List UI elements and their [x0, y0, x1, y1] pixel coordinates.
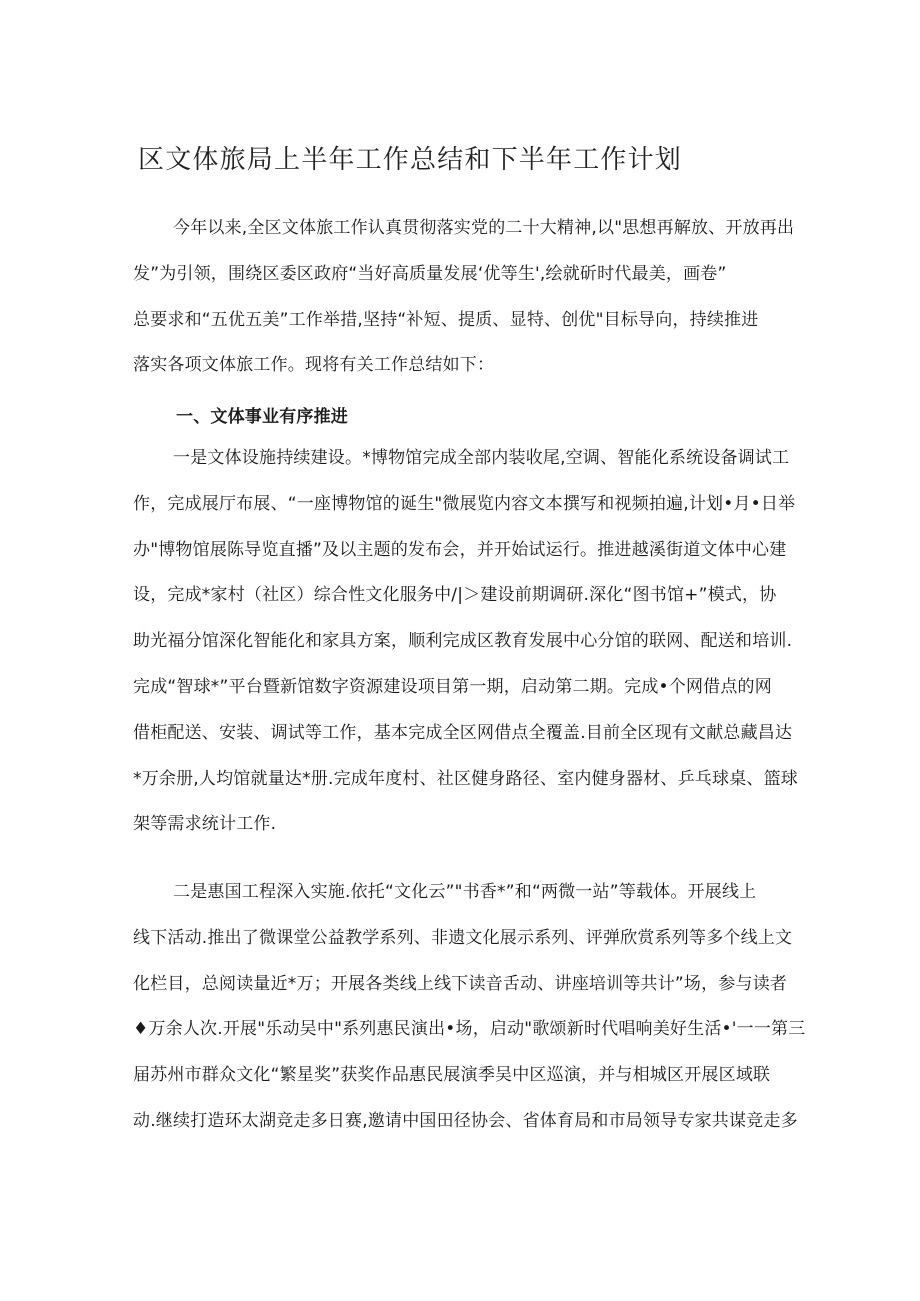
text-line: *万余册,人均馆就量达*册.完成年度村、社区健身路径、室内健身器材、乒乓球桌、篮球 — [133, 768, 799, 789]
text-line: 作，完成展厅布展、“一座博物馆的诞生"微展览内容文本撰写和视频拍遍,计划•月•日举 — [133, 493, 796, 514]
text-line: 二是惠国工程深入实施.依托“文化云”"书香*”和“两微一站”等载体。开展线上 — [173, 882, 757, 902]
text-line: 发”为引领，围绕区委区政府“当好高质量发展‘优等生',绘就斫时代最美，画卷” — [133, 263, 727, 284]
document-title: 区文体旅局上半年工作总结和下半年工作计划 — [138, 145, 683, 175]
text-line: 总要求和“五优五美”工作举措,坚持“补短、提质、显特、创优"目标导向，持续推进 — [133, 309, 759, 330]
text-line: 完成“智球*”平台暨新馆数字资源建设项目第一期，启动第二期。完成•个网借点的网 — [133, 676, 772, 697]
facilities-paragraph — [133, 436, 798, 848]
text-line: 届苏州市群众文化“繁星奖”获奖作品惠民展演季吴中区巡演，并与相城区开展区域联 — [133, 1065, 771, 1086]
text-line: 线下活动.推出了微课堂公益教学系列、非遗文化展示系列、评弹欣赏系列等多个线上文 — [133, 927, 793, 948]
text-line: 借柜配送、安装、调试等工作，基本完成全区网借点全覆盖.目前全区现有文献总藏昌达 — [133, 722, 793, 743]
text-line: 动.继续打造环太湖竞走多日赛,邀请中国田径协会、省体育局和市局领导专家共谋竞走多 — [133, 1110, 798, 1131]
text-line: ♦万余人次.开展"乐动吴中"系列惠民演出•场，启动"歌颂新时代唱响美好生活•'一一第三 — [133, 1019, 806, 1040]
text-line: 架等需求统计工作. — [133, 814, 277, 835]
text-line: 今年以来,全区文体旅工作认真贯彻落实党的二十大精神,以"思想再解放、开放再出 — [173, 218, 795, 238]
text-line: 一是文体设施持续建设。*博物馆完成全部内装收尾,空调、智能化系统设备调试工 — [173, 448, 790, 468]
text-line: 化栏目，总阅读量近*万；开展各类线上线下读音舌动、讲座培训等共计”场，参与读者 — [133, 973, 788, 994]
section-heading: 一、文体事业有序推进 — [176, 407, 348, 427]
text-line: 设，完成*家村（社区）综合性文化服务中∕|＞建设前期调研.深化“图书馆+”模式，协 — [133, 585, 777, 606]
text-line: 办"博物馆展陈导览直播”及以主题的发布会，并开始试运行。推进越溪街道文体中心建 — [133, 539, 787, 560]
text-line: 落实各项文体旅工作。现将有关工作总结如下： — [133, 355, 495, 376]
public-benefit-paragraph — [133, 870, 805, 1145]
text-line: 助光福分馆深化智能化和家具方案，顺利完成区教育发展中心分馆的联网、配送和培训. — [133, 631, 793, 652]
intro-paragraph — [133, 206, 794, 389]
